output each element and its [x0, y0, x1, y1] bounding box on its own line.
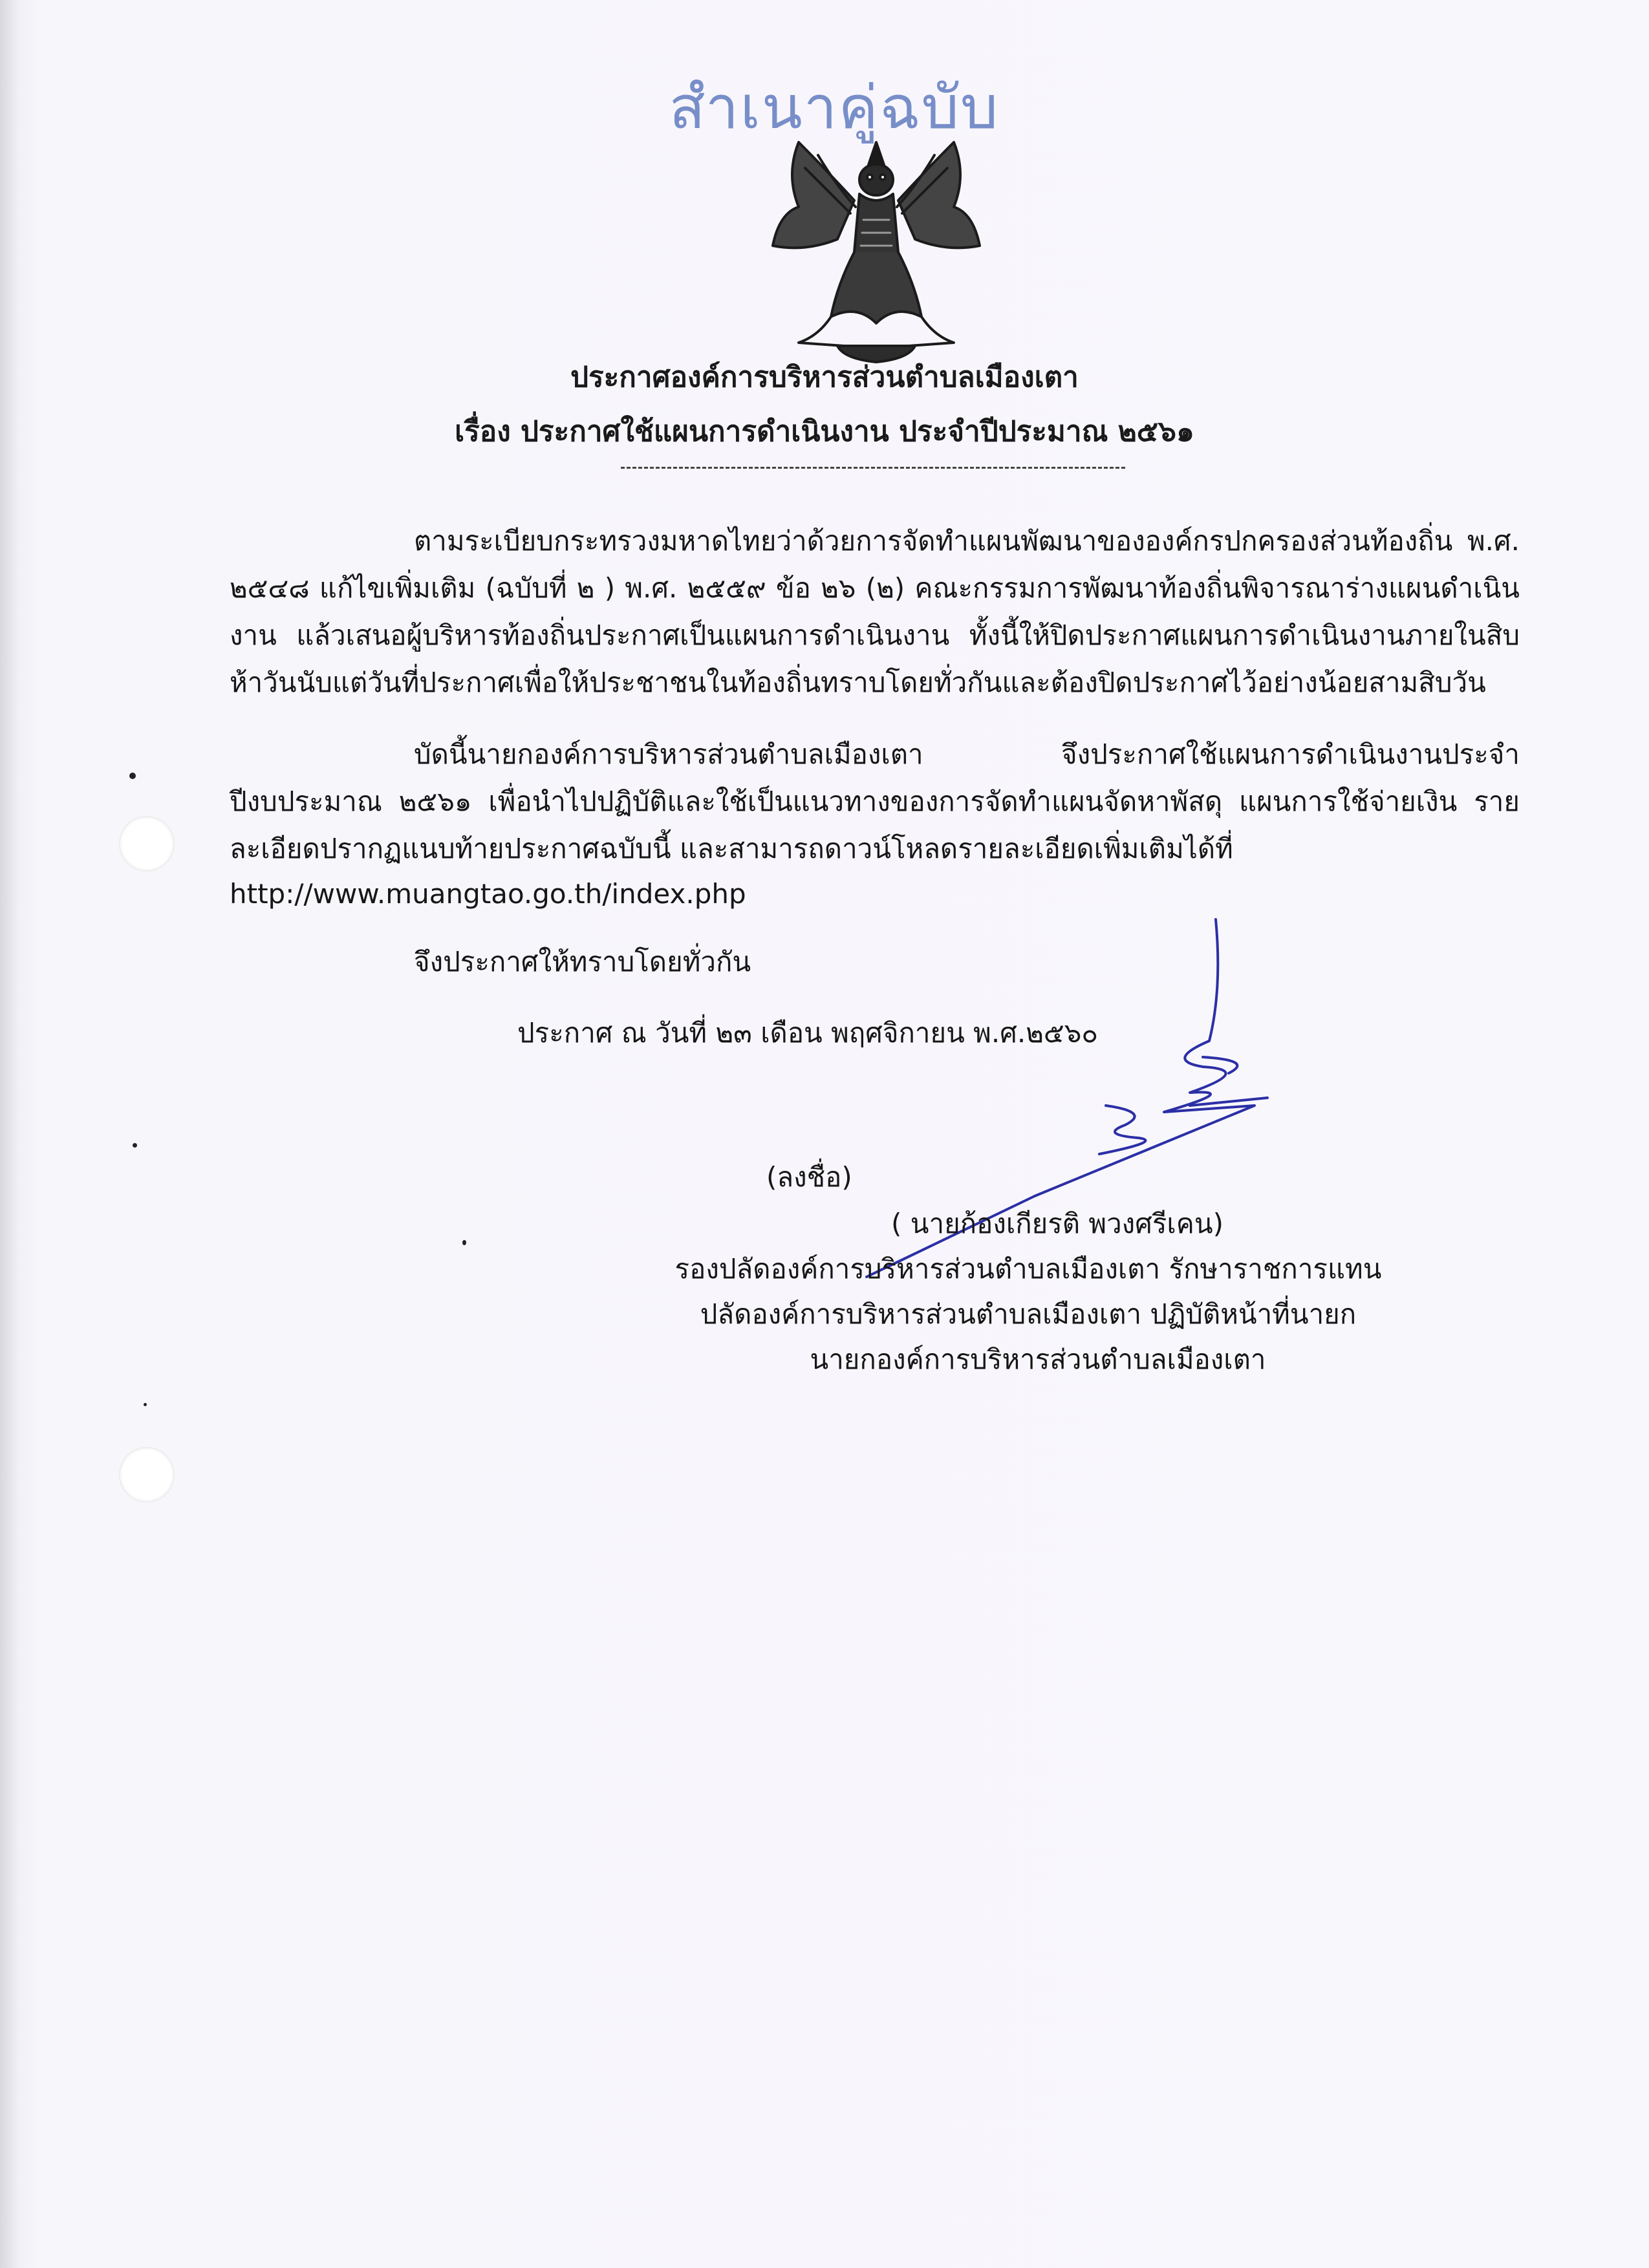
paragraph-announcement	[230, 731, 1520, 872]
scan-speck	[129, 773, 136, 779]
paragraph-announcement-text: บัดนี้นายกองค์การบริหารส่วนตำบลเมืองเตา จึงประกาศใช้แผนการดำเนินงานประจำปีงบประมาณ ๒๕๖๑ เพื่อนำไปปฏิบัติและใช้เป็นแนวทางของการจัดทำแผนจัดหาพัสดุ แผนการใช้จ่ายเงิน รายละเอียดปรากฏแนบท้ายประกาศฉบับนี้ และสามารถดาวน์โหลดรายละเอียดเพิ่มเติมได้ที่	[230, 738, 1520, 864]
website-url[interactable]: http://www.muangtao.go.th/index.php	[230, 878, 746, 910]
signer-position-2: ปลัดองค์การบริหารส่วนตำบลเมืองเตา ปฏิบัติหน้าที่นายก	[700, 1298, 1357, 1330]
scan-speck	[462, 1240, 466, 1245]
signed-label: (ลงชื่อ)	[766, 1161, 852, 1193]
announcement-subject: เรื่อง ประกาศใช้แผนการดำเนินงาน ประจำปีประมาณ ๒๕๖๑	[455, 415, 1194, 448]
scan-speck	[133, 1143, 137, 1148]
garuda-emblem-icon	[760, 129, 993, 365]
signature-block	[673, 1201, 1384, 1382]
announcement-date: ประกาศ ณ วันที่ ๒๓ เดือน พฤศจิกายน พ.ศ.๒๕๖๐	[517, 1017, 1098, 1049]
punch-hole-bottom	[119, 1447, 175, 1503]
copy-stamp: สำเนาคู่ฉบับ	[669, 73, 1000, 142]
signer-position-3: นายกองค์การบริหารส่วนตำบลเมืองเตา	[810, 1343, 1266, 1375]
announcement-title: ประกาศองค์การบริหารส่วนตำบลเมืองเตา	[570, 361, 1079, 394]
notice-line: จึงประกาศให้ทราบโดยทั่วกัน	[414, 946, 751, 978]
paragraph-regulation	[230, 517, 1520, 706]
scan-speck	[144, 1403, 147, 1406]
signer-position-1: รองปลัดองค์การบริหารส่วนตำบลเมืองเตา รักษาราชการแทน	[674, 1253, 1382, 1285]
paragraph-regulation-text: ตามระเบียบกระทรวงมหาดไทยว่าด้วยการจัดทำแผนพัฒนาขององค์กรปกครองส่วนท้องถิ่น พ.ศ. ๒๕๔๘ แก้ไขเพิ่มเติม (ฉบับที่ ๒ ) พ.ศ. ๒๕๕๙ ข้อ ๒๖ (๒) คณะกรรมการพัฒนาท้องถิ่นพิจารณาร่างแผนดำเนินงาน แล้วเสนอผู้บริหารท้องถิ่นประกาศเป็นแผนการดำเนินงาน ทั้งนี้ให้ปิดประกาศแผนการดำเนินงานภายในสิบห้าวันนับแต่วันที่ประกาศเพื่อให้ประชาชนในท้องถิ่นทราบโดยทั่วกันและต้องปิดประกาศไว้อย่างน้อยสามสิบวัน	[230, 525, 1520, 698]
signer-name: ( นายก้องเกียรติ พวงศรีเคน)	[891, 1208, 1223, 1239]
page-edge-shadow	[0, 0, 18, 2268]
title-divider	[621, 467, 1125, 469]
punch-hole-top	[119, 816, 175, 872]
